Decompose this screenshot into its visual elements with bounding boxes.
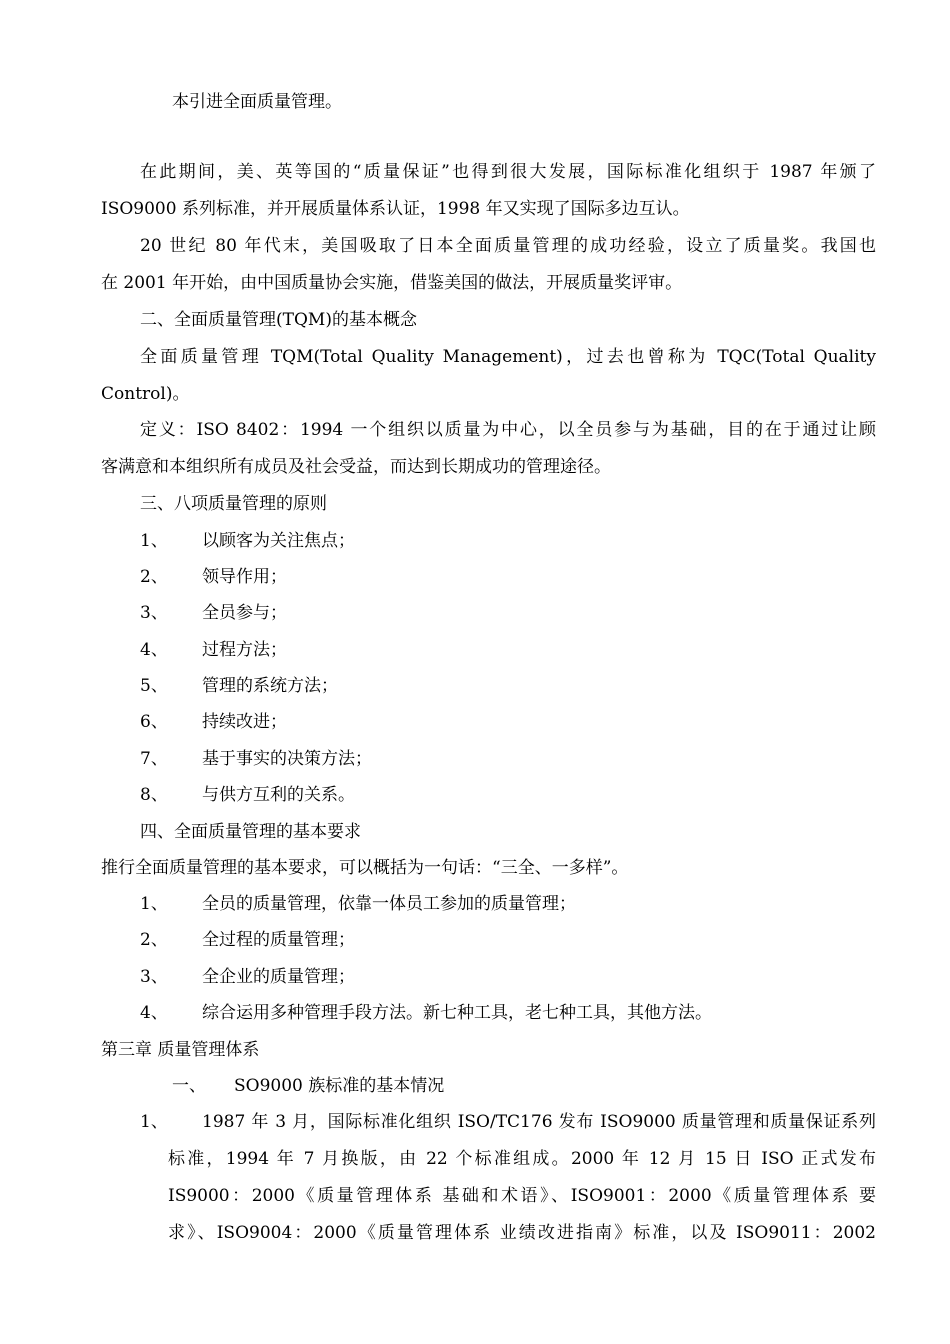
paragraph-line: 求》、ISO9004：2000《质量管理体系 业绩改进指南》标准，以及 ISO9011：2002 <box>168 1223 876 1243</box>
list-item-number: 6、 <box>140 712 168 732</box>
list-item-number: 2、 <box>140 930 168 950</box>
list-item-number: 一、 <box>172 1076 206 1096</box>
list-item: 管理的系统方法； <box>202 676 338 696</box>
paragraph-line: 标准，1994 年 7 月换版，由 22 个标准组成。2000 年 12 月 15 日 ISO 正式发布 <box>168 1149 876 1169</box>
paragraph-line: ISO9000 系列标准，并开展质量体系认证，1998 年又实现了国际多边互认。 <box>101 199 690 219</box>
paragraph-line: 1987 年 3 月，国际标准化组织 ISO/TC176 发布 ISO9000 质量管理和质量保证系列 <box>202 1112 876 1132</box>
list-item: 全企业的质量管理； <box>202 967 355 987</box>
list-item: 综合运用多种管理手段方法。新七种工具，老七种工具，其他方法。 <box>202 1003 712 1023</box>
section-heading-4: 四、全面质量管理的基本要求 <box>140 822 361 842</box>
paragraph-line: 在此期间，美、英等国的“质量保证”也得到很大发展，国际标准化组织于 1987 年颁了 <box>140 162 876 182</box>
paragraph-line: Control)。 <box>101 384 190 404</box>
list-item: 全员的质量管理，依靠一体员工参加的质量管理； <box>202 894 576 914</box>
section-heading-2: 二、全面质量管理(TQM)的基本概念 <box>140 310 417 330</box>
list-item-number: 1、 <box>140 1112 168 1132</box>
paragraph-line: 20 世纪 80 年代末，美国吸取了日本全面质量管理的成功经验，设立了质量奖。我国也 <box>140 236 876 256</box>
list-item: 全员参与； <box>202 603 287 623</box>
list-item-number: 1、 <box>140 894 168 914</box>
list-item-number: 1、 <box>140 531 168 551</box>
paragraph-line: IS9000：2000《质量管理体系 基础和术语》、ISO9001：2000《质量管理体系 要 <box>168 1186 876 1206</box>
list-item-number: 4、 <box>140 640 168 660</box>
subsection-heading: SO9000 族标准的基本情况 <box>234 1076 445 1096</box>
list-item-number: 7、 <box>140 749 168 769</box>
list-item-number: 2、 <box>140 567 168 587</box>
list-item: 与供方互利的关系。 <box>202 785 355 805</box>
paragraph-line: 客满意和本组织所有成员及社会受益，而达到长期成功的管理途径。 <box>101 457 611 477</box>
paragraph-line: 本引进全面质量管理。 <box>172 92 342 112</box>
paragraph-line: 推行全面质量管理的基本要求，可以概括为一句话：“三全、一多样”。 <box>101 858 629 878</box>
list-item: 以顾客为关注焦点； <box>202 531 355 551</box>
list-item: 过程方法； <box>202 640 287 660</box>
list-item: 持续改进； <box>202 712 287 732</box>
list-item-number: 3、 <box>140 967 168 987</box>
list-item: 全过程的质量管理； <box>202 930 355 950</box>
list-item-number: 5、 <box>140 676 168 696</box>
list-item-number: 4、 <box>140 1003 168 1023</box>
chapter-title: 第三章 质量管理体系 <box>101 1040 260 1060</box>
list-item-number: 3、 <box>140 603 168 623</box>
paragraph-line: 定义：ISO 8402：1994 一个组织以质量为中心，以全员参与为基础，目的在于通过让顾 <box>140 420 876 440</box>
list-item-number: 8、 <box>140 785 168 805</box>
paragraph-line: 全面质量管理 TQM(Total Quality Management)，过去也曾称为 TQC(Total Quality <box>140 347 876 367</box>
list-item: 基于事实的决策方法； <box>202 749 372 769</box>
list-item: 领导作用； <box>202 567 287 587</box>
section-heading-3: 三、八项质量管理的原则 <box>140 494 327 514</box>
paragraph-line: 在 2001 年开始，由中国质量协会实施，借鉴美国的做法，开展质量奖评审。 <box>101 273 683 293</box>
